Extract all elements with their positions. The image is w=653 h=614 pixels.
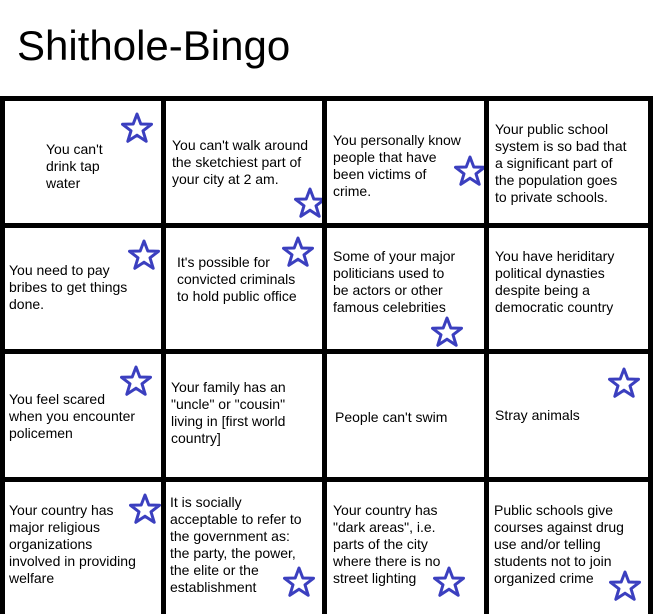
- star-icon: [121, 112, 153, 144]
- cell-text: You personally know people that have been victims of crime.: [333, 132, 461, 199]
- bingo-cell: [5, 354, 161, 477]
- star-icon: [129, 493, 161, 525]
- cell-text: Your public school system is so bad that a significant part of the population goes to private schools.: [495, 121, 627, 205]
- bingo-cell: [5, 101, 161, 223]
- star-icon: [128, 239, 160, 271]
- cell-text: Your country has major religious organizations involved in providing welfare: [9, 502, 136, 586]
- cell-text: You can't drink tap water: [46, 141, 103, 191]
- bingo-cell: [327, 228, 484, 349]
- bingo-cell: [489, 228, 648, 349]
- bingo-cell: [166, 482, 322, 614]
- cell-text: You have heriditary political dynasties despite being a democratic country: [495, 248, 615, 315]
- cell-text: You need to pay bribes to get things done.: [9, 262, 128, 312]
- cell-text: Some of your major politicians used to be actors or other famous celebrities: [333, 248, 456, 315]
- bingo-cell: [489, 354, 648, 477]
- star-icon: [433, 566, 465, 598]
- cell-text: Stray animals: [495, 407, 580, 423]
- cell-text: Your family has an "uncle" or "cousin" living in [first world country]: [171, 379, 286, 446]
- cell-text: You feel scared when you encounter policemen: [9, 391, 136, 441]
- bingo-cell: [5, 228, 161, 349]
- bingo-cell: [166, 101, 322, 223]
- cell-text: People can't swim: [335, 409, 448, 425]
- star-icon: [282, 236, 314, 268]
- page-title: Shithole-Bingo: [17, 22, 291, 69]
- bingo-cell: [327, 354, 484, 477]
- star-icon: [454, 155, 484, 187]
- bingo-cell: [166, 354, 322, 477]
- cell-text: You can't walk around the sketchiest part of your city at 2 am.: [172, 137, 309, 187]
- star-icon: [608, 367, 640, 399]
- star-icon: [294, 187, 322, 219]
- bingo-cell: [327, 101, 484, 223]
- bingo-cell: [5, 482, 161, 614]
- star-icon: [431, 316, 463, 348]
- bingo-cell: [489, 101, 648, 223]
- cell-text: Your country has "dark areas", i.e. parts of the city where there is no street lighting: [333, 502, 441, 586]
- bingo-cell: [489, 482, 648, 614]
- bingo-board: [0, 96, 653, 614]
- bingo-cell: [166, 228, 322, 349]
- bingo-cell: [327, 482, 484, 614]
- cell-text: It's possible for convicted criminals to hold public office: [177, 254, 297, 304]
- cell-text: It is socially acceptable to refer to the government as: the party, the power, the elite or the establishment: [170, 494, 302, 595]
- star-icon: [120, 365, 152, 397]
- star-icon: [609, 570, 641, 602]
- star-icon: [283, 566, 315, 598]
- cell-text: Public schools give courses against drug use and/or telling students not to join organized crime: [494, 502, 624, 586]
